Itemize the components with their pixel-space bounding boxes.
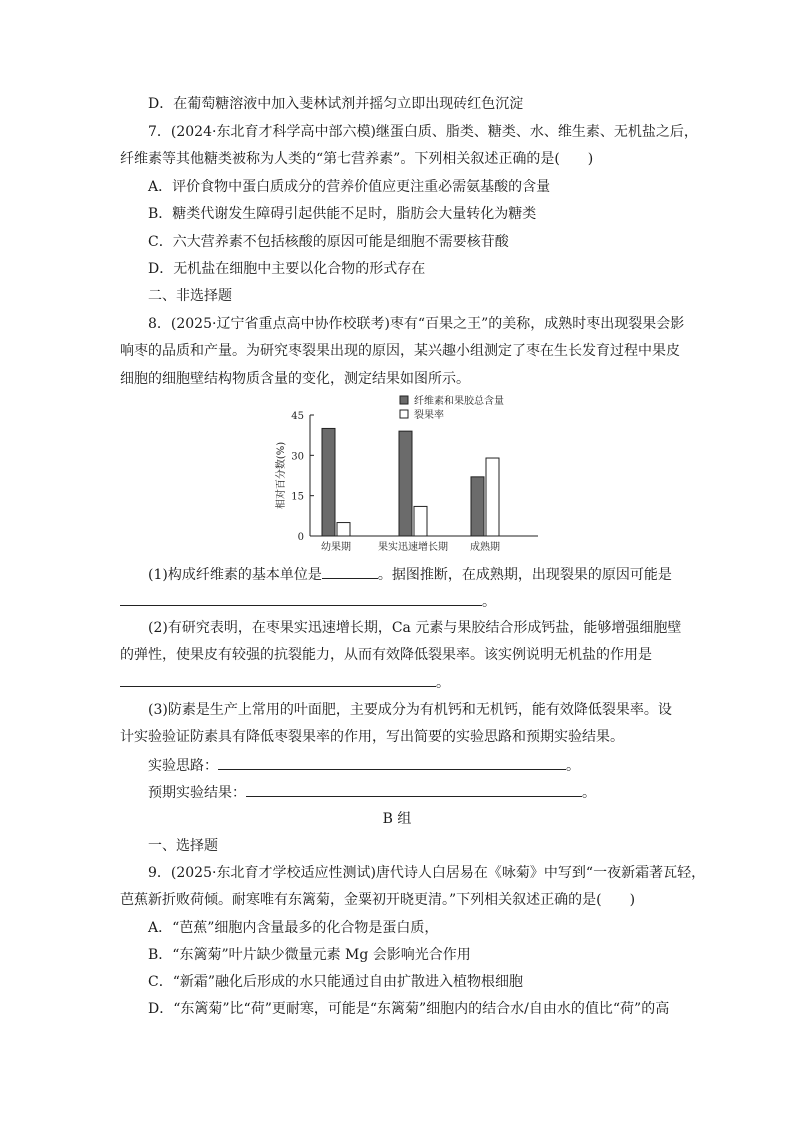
q9-option-b: B．“东篱菊”叶片缺少微量元素 Mg 会影响光合作用 — [148, 947, 471, 963]
q7-stem-line1: 7．(2024·东北育才科学高中部六模)继蛋白质、脂类、糖类、水、维生素、无机盐之后， — [148, 124, 698, 140]
q6-option-d: D．在葡萄糖溶液中加入斐林试剂并摇匀立即出现砖红色沉淀 — [148, 96, 524, 112]
answer-blank-idea[interactable] — [218, 755, 566, 770]
q8-part1-text-b: 。据图推断，在成熟期，出现裂果的原因可能是 — [377, 567, 672, 583]
q8-part2-line2: 的弹性，使果皮有较强的抗裂能力，从而有效降低裂果率。该实例说明无机盐的作用是 — [120, 647, 652, 663]
q8-part2-line1: (2)有研究表明，在枣果实迅速增长期，Ca 元素与果胶结合形成钙盐，能够增强细胞壁 — [148, 620, 682, 636]
q8-stem-line1: 8．(2025·辽宁省重点高中协作校联考)枣有“百果之王”的美称，成熟时枣出现裂果会影 — [148, 316, 685, 332]
idea-end: 。 — [566, 758, 580, 774]
q9-option-d: D．“东篱菊”比“荷”更耐寒，可能是“东篱菊”细胞内的结合水/自由水的值比“荷”的高 — [148, 1001, 670, 1017]
x-tick-label: 成熟期 — [470, 542, 500, 553]
q8-part1-text-a: (1)构成纤维素的基本单位是 — [148, 567, 322, 583]
group-b-heading: B 组 — [382, 811, 412, 827]
q8-part3-line2: 计实验验证防素具有降低枣裂果率的作用，写出简要的实验思路和预期实验结果。 — [120, 729, 624, 745]
q8-result-line — [148, 782, 596, 803]
q7-option-b: B．糖类代谢发生障碍引起供能不足时，脂肪会大量转化为糖类 — [148, 206, 537, 222]
y-tick-label: 45 — [291, 411, 304, 422]
q8-part3-line1: (3)防素是生产上常用的叶面肥，主要成分为有机钙和无机钙，能有效降低裂果率。设 — [148, 702, 672, 718]
idea-label: 实验思路： — [148, 758, 218, 774]
q7-stem-line2: 纤维素等其他糖类被称为人类的“第七营养素”。下列相关叙述正确的是( ) — [120, 151, 594, 167]
legend-label: 裂果率 — [414, 410, 444, 421]
q8-stem-line2: 响枣的品质和产量。为研究枣裂果出现的原因，某兴趣小组测定了枣在生长发育过程中果皮 — [120, 343, 680, 359]
answer-blank-3[interactable] — [120, 672, 436, 687]
y-tick-label: 15 — [291, 491, 304, 503]
q8-part2-end: 。 — [436, 675, 450, 691]
legend-swatch — [400, 396, 408, 404]
q8-idea-line — [148, 755, 580, 776]
q7-option-a: A．评价食物中蛋白质成分的营养价值应更注重必需氨基酸的含量 — [148, 179, 551, 195]
q9-stem-line2: 芭蕉新折败荷倾。耐寒唯有东篱菊，金粟初开晓更清。”下列相关叙述正确的是( ) — [120, 892, 636, 908]
q9-option-a: A．“芭蕉”细胞内含量最多的化合物是蛋白质， — [148, 920, 439, 936]
q8-part1-line2 — [120, 591, 496, 612]
section-heading-non-choice: 二、非选择题 — [148, 288, 232, 304]
result-label: 预期实验结果： — [148, 785, 246, 801]
bar-crack-rate — [414, 506, 427, 536]
y-tick-label: 0 — [297, 532, 304, 543]
answer-blank-2[interactable] — [120, 591, 482, 606]
q9-stem-line1: 9．(2025·东北育才学校适应性测试)唐代诗人白居易在《咏菊》中写到“一夜新霜著瓦轻， — [148, 865, 706, 881]
q8-part1-line1 — [148, 564, 672, 585]
bar-crack-rate — [337, 523, 350, 536]
bar-fiber-pectin — [471, 477, 484, 536]
q8-stem-line3: 细胞的细胞壁结构物质含量的变化，测定结果如图所示。 — [120, 371, 470, 387]
q8-part2-line3 — [120, 672, 450, 693]
section-heading-choice: 一、选择题 — [148, 838, 218, 854]
answer-blank-1[interactable] — [322, 564, 378, 579]
y-axis-label: 相对百分数(%) — [276, 441, 287, 510]
bar-fiber-pectin — [322, 428, 335, 536]
bar-fiber-pectin — [399, 431, 412, 536]
q7-option-d: D．无机盐在细胞中主要以化合物的形式存在 — [148, 261, 426, 277]
y-tick-label: 30 — [291, 451, 304, 463]
q7-option-c: C．六大营养素不包括核酸的原因可能是细胞不需要核苷酸 — [148, 234, 509, 250]
q9-option-c: C．“新霜”融化后形成的水只能通过自由扩散进入植物根细胞 — [148, 974, 524, 990]
x-tick-label: 幼果期 — [321, 542, 351, 553]
legend-label: 纤维素和果胶总含量 — [414, 396, 504, 407]
x-tick-label: 果实迅速增长期 — [378, 542, 448, 553]
result-end: 。 — [582, 785, 596, 801]
q8-part1-end: 。 — [482, 594, 496, 610]
bar-crack-rate — [486, 458, 499, 536]
bar-chart — [270, 390, 570, 558]
answer-blank-result[interactable] — [246, 782, 582, 797]
legend-swatch — [400, 410, 408, 418]
